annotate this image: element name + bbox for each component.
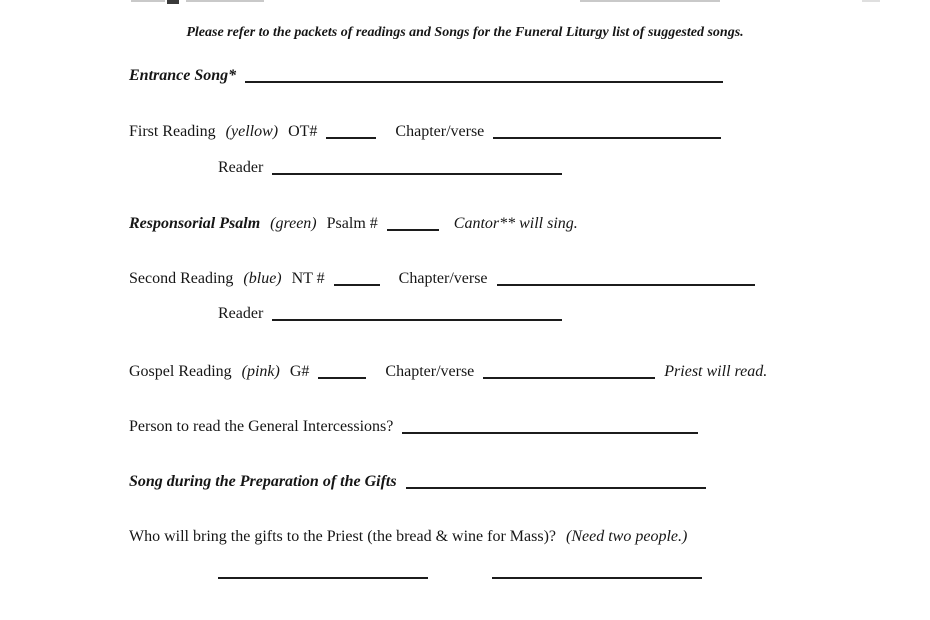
first-reading-paper-color: (yellow) [225, 123, 279, 140]
cropped-text-remnant [131, 0, 165, 2]
instruction-note-text: Please refer to the packets of readings and Songs for the Funeral Liturgy list of suggested songs. [186, 25, 744, 40]
gospel-reading-number-blank[interactable] [318, 361, 366, 379]
second-reading-chapter-label: Chapter/verse [398, 270, 488, 287]
gospel-reading-label: Gospel Reading [129, 363, 232, 380]
gift-bearer-2-blank[interactable] [492, 577, 702, 579]
first-reading-label: First Reading [129, 123, 216, 140]
first-reading-chapter-blank[interactable] [493, 121, 721, 139]
entrance-song-row [129, 65, 728, 87]
cropped-text-remnant [186, 0, 264, 2]
cropped-text-remnant [862, 0, 880, 2]
first-reading-number-blank[interactable] [326, 121, 376, 139]
entrance-song-label: Entrance Song* [129, 67, 237, 84]
second-reading-paper-color: (blue) [243, 270, 282, 287]
gift-bearer-1-blank[interactable] [218, 577, 428, 579]
second-reader-label: Reader [218, 305, 264, 322]
first-reader-blank[interactable] [272, 157, 562, 175]
intercessions-blank[interactable] [402, 416, 698, 434]
preparation-song-row [129, 471, 711, 493]
responsorial-psalm-number-blank[interactable] [387, 213, 439, 231]
intercessions-row [129, 416, 703, 438]
second-reading-label: Second Reading [129, 270, 234, 287]
gospel-reading-chapter-label: Chapter/verse [385, 363, 475, 380]
instruction-note [0, 24, 930, 42]
responsorial-psalm-paper-color: (green) [270, 215, 317, 232]
responsorial-psalm-row [129, 213, 578, 235]
first-reading-row [129, 121, 726, 143]
second-reader-blank[interactable] [272, 303, 562, 321]
first-reader-label: Reader [218, 159, 264, 176]
second-reader-row [218, 303, 567, 325]
responsorial-psalm-label: Responsorial Psalm [129, 215, 261, 232]
first-reading-number-label: OT# [288, 123, 318, 140]
second-reading-row [129, 268, 760, 290]
intercessions-label: Person to read the General Intercessions? [129, 418, 394, 435]
cropped-text-remnant [580, 0, 720, 2]
gospel-reading-number-label: G# [289, 363, 310, 380]
cropped-text-remnant [167, 0, 179, 4]
gospel-reading-paper-color: (pink) [241, 363, 280, 380]
entrance-song-blank[interactable] [245, 65, 723, 83]
priest-note: Priest will read. [664, 363, 768, 380]
first-reading-chapter-label: Chapter/verse [395, 123, 485, 140]
preparation-song-label: Song during the Preparation of the Gifts [129, 473, 397, 490]
gift-bearers-row [129, 526, 687, 548]
preparation-song-blank[interactable] [406, 471, 706, 489]
second-reading-number-label: NT # [291, 270, 325, 287]
second-reading-chapter-blank[interactable] [497, 268, 755, 286]
gospel-reading-chapter-blank[interactable] [483, 361, 655, 379]
gift-bearers-note: (Need two people.) [566, 528, 688, 545]
second-reading-number-blank[interactable] [334, 268, 380, 286]
first-reader-row [218, 157, 567, 179]
cantor-note: Cantor** will sing. [453, 215, 578, 232]
responsorial-psalm-number-label: Psalm # [326, 215, 378, 232]
gospel-reading-row [129, 361, 767, 383]
gift-bearers-label: Who will bring the gifts to the Priest (the bread & wine for Mass)? [129, 528, 557, 545]
